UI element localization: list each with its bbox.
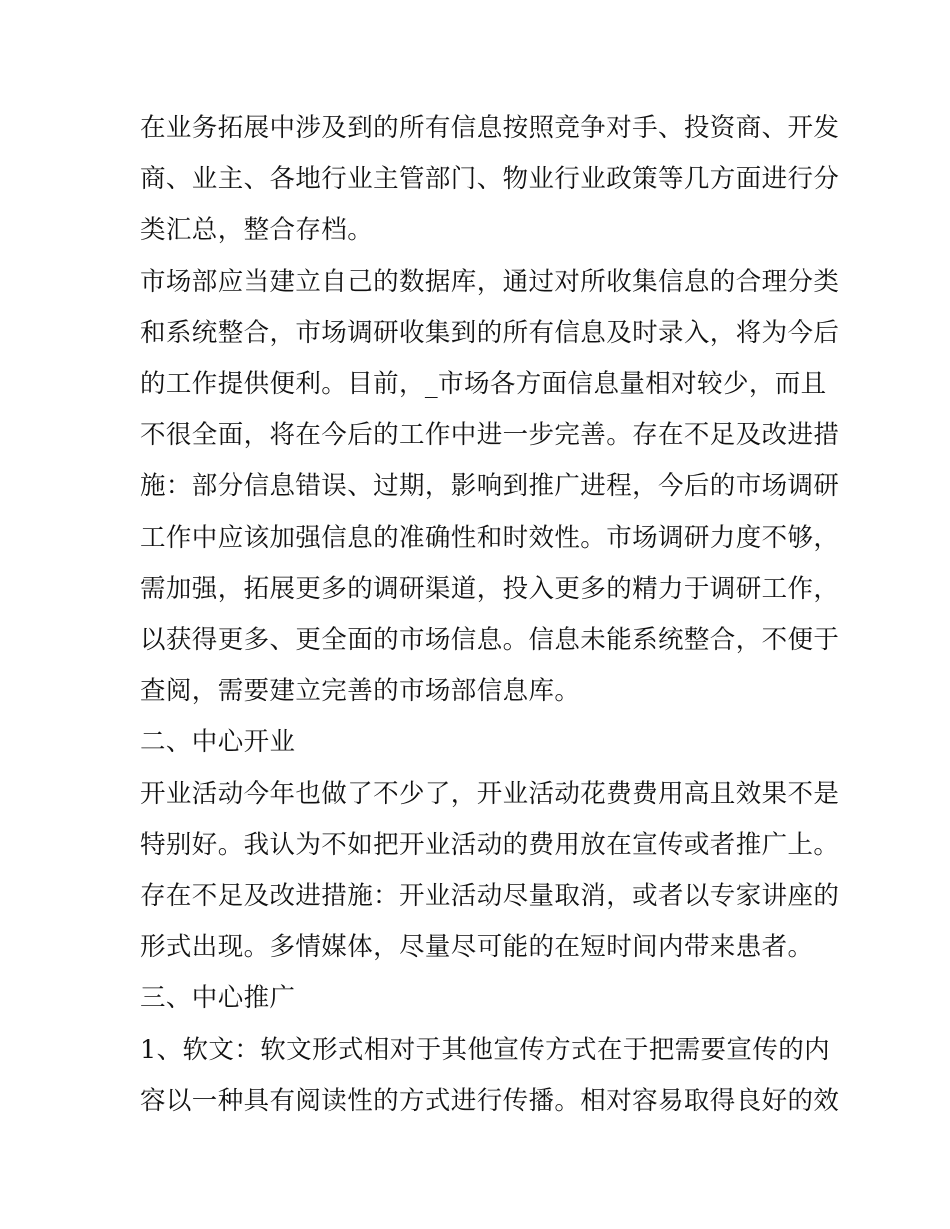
- paragraph-market-database: [140, 257, 840, 718]
- document-body: [140, 103, 840, 1127]
- text-line: 市场部应当建立自己的数据库，通过对所收集信息的合理分类: [140, 266, 840, 297]
- text-line: 1、软文：软文形式相对于其他宣传方式在于把需要宣传的内: [140, 1034, 831, 1065]
- text-line: 存在不足及改进措施：开业活动尽量取消，或者以专家讲座的: [140, 881, 840, 912]
- text-line: 容以一种具有阅读性的方式进行传播。相对容易取得良好的效: [140, 1085, 840, 1116]
- text-line: 的工作提供便利。目前，_市场各方面信息量相对较少，而且: [140, 369, 827, 400]
- heading-text: 三、中心推广: [140, 983, 296, 1014]
- text-line: 需加强，拓展更多的调研渠道，投入更多的精力于调研工作，: [140, 573, 840, 604]
- text-line: 类汇总，整合存档。: [140, 215, 374, 246]
- text-line: 工作中应该加强信息的准确性和时效性。市场调研力度不够，: [140, 522, 840, 553]
- text-line: 以获得更多、更全面的市场信息。信息未能系统整合，不便于: [140, 625, 840, 656]
- section-heading-promotion: [140, 973, 815, 1024]
- text-line: 开业活动今年也做了不少了，开业活动花费费用高且效果不是: [140, 778, 840, 809]
- text-line: 施：部分信息错误、过期，影响到推广进程，今后的市场调研: [140, 471, 840, 502]
- text-line: 在业务拓展中涉及到的所有信息按照竞争对手、投资商、开发: [140, 113, 840, 143]
- text-line: 商、业主、各地行业主管部门、物业行业政策等几方面进行分: [140, 164, 840, 195]
- text-line: 不很全面，将在今后的工作中进一步完善。存在不足及改进措: [140, 420, 840, 451]
- heading-text: 二、中心开业: [140, 727, 296, 758]
- text-line: 和系统整合，市场调研收集到的所有信息及时录入，将为今后: [140, 317, 840, 348]
- text-line: 查阅，需要建立完善的市场部信息库。: [140, 676, 581, 707]
- paragraph-info-archive: [140, 103, 840, 257]
- paragraph-opening-activities: [140, 769, 840, 974]
- paragraph-soft-article: [140, 1025, 840, 1127]
- section-heading-opening: [140, 717, 815, 768]
- text-line: 特别好。我认为不如把开业活动的费用放在宣传或者推广上。: [140, 829, 840, 860]
- text-line: 形式出现。多情媒体，尽量尽可能的在短时间内带来患者。: [140, 932, 814, 963]
